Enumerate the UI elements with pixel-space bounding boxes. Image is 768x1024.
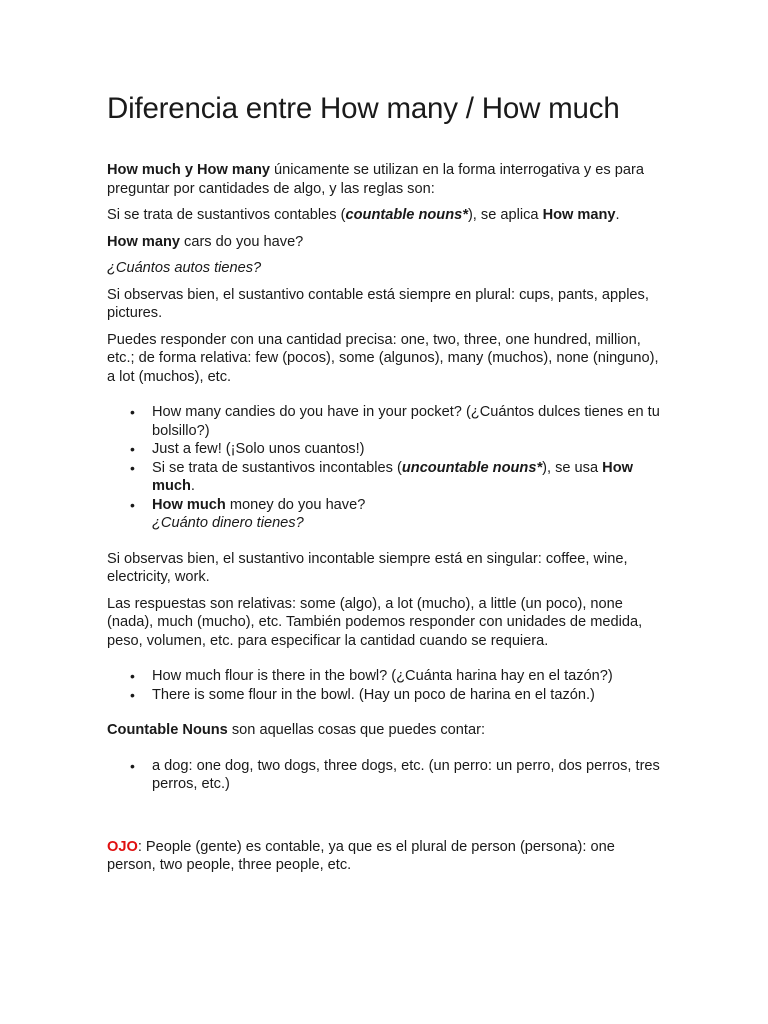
page-title: Diferencia entre How many / How much xyxy=(107,92,620,125)
list-item: • How much flour is there in the bowl? (¿Cuánta harina hay en el tazón?) xyxy=(152,667,667,686)
ojo-paragraph xyxy=(107,838,667,875)
countable-definition-paragraph xyxy=(107,721,667,740)
examples-list-3 xyxy=(107,757,667,794)
how-much-example-text: money do you have? xyxy=(225,496,366,513)
ojo-label: OJO xyxy=(107,838,138,855)
example-1-translation xyxy=(107,259,667,278)
uncountable-rule-text-3: . xyxy=(190,478,195,494)
countable-definition-text: son aquellas cosas que puedes contar: xyxy=(227,722,485,738)
countable-rule-text-3: . xyxy=(615,207,620,223)
examples-list-2 xyxy=(107,667,667,704)
list-item: • Just a few! (¡Solo unos cuantos!) xyxy=(152,440,667,459)
plural-note-paragraph: Si observas bien, el sustantivo contable está siempre en plural: cups, pants, apples, pictures. xyxy=(107,286,649,321)
how-much-term: How much xyxy=(152,459,633,494)
ojo-text: : People (gente) es contable, ya que es el plural de person (persona): one person, two people, three people, etc. xyxy=(107,838,615,873)
list-item xyxy=(152,496,667,533)
document-body xyxy=(107,92,667,883)
relative-note-paragraph: Las respuestas son relativas: some (algo), a lot (mucho), a little (un poco), none (nada), much (mucho), etc. También podemos responder con unidades de medida, peso, volumen, etc. para especificar la cantidad cuando se requiera. xyxy=(107,595,643,649)
countable-rule-text-2: ), se aplica xyxy=(467,207,543,223)
list-item xyxy=(152,459,667,496)
example-1-translation-text: ¿Cuántos autos tienes? xyxy=(107,260,262,276)
examples-list-1 xyxy=(107,403,667,533)
uncountable-rule-text-1: Si se trata de sustantivos incontables ( xyxy=(152,459,402,476)
list-item: • a dog: one dog, two dogs, three dogs, etc. (un perro: un perro, dos perros, tres perros, etc.) xyxy=(152,757,667,794)
example-1-paragraph xyxy=(107,233,667,252)
countable-rule-paragraph xyxy=(107,206,667,225)
intro-paragraph xyxy=(107,161,667,198)
intro-text: únicamente se utilizan en la forma interrogativa y es para preguntar por cantidades de algo, y las reglas son: xyxy=(107,162,644,197)
uncountable-nouns-term: uncountable nouns* xyxy=(401,459,543,476)
singular-note-paragraph: Si observas bien, el sustantivo incontable siempre está en singular: coffee, wine, electricity, work. xyxy=(107,550,628,585)
spacer xyxy=(107,811,667,838)
list-item: • There is some flour in the bowl. (Hay un poco de harina en el tazón.) xyxy=(152,686,667,705)
example-1-text: cars do you have? xyxy=(179,233,304,250)
countable-rule-text-1: Si se trata de sustantivos contables ( xyxy=(107,207,346,223)
how-many-term: How many xyxy=(542,207,616,223)
list-item: • How many candies do you have in your pocket? (¿Cuántos dulces tienes en tu bolsillo?) xyxy=(152,403,667,440)
intro-bold-lead: How much y How many xyxy=(107,162,270,178)
uncountable-rule-text-2: ), se usa xyxy=(542,459,603,476)
how-much-example-bold: How much xyxy=(152,496,226,513)
countable-nouns-heading: Countable Nouns xyxy=(107,722,228,738)
answers-note-paragraph: Puedes responder con una cantidad precisa: one, two, three, one hundred, million, etc.; de forma relativa: few (pocos), some (algunos), many (muchos), none (ninguno), a lot (muchos), etc. xyxy=(107,331,659,385)
how-much-example-translation: ¿Cuánto dinero tienes? xyxy=(152,515,304,531)
example-1-bold: How many xyxy=(107,233,180,250)
countable-nouns-term: countable nouns* xyxy=(345,207,468,223)
